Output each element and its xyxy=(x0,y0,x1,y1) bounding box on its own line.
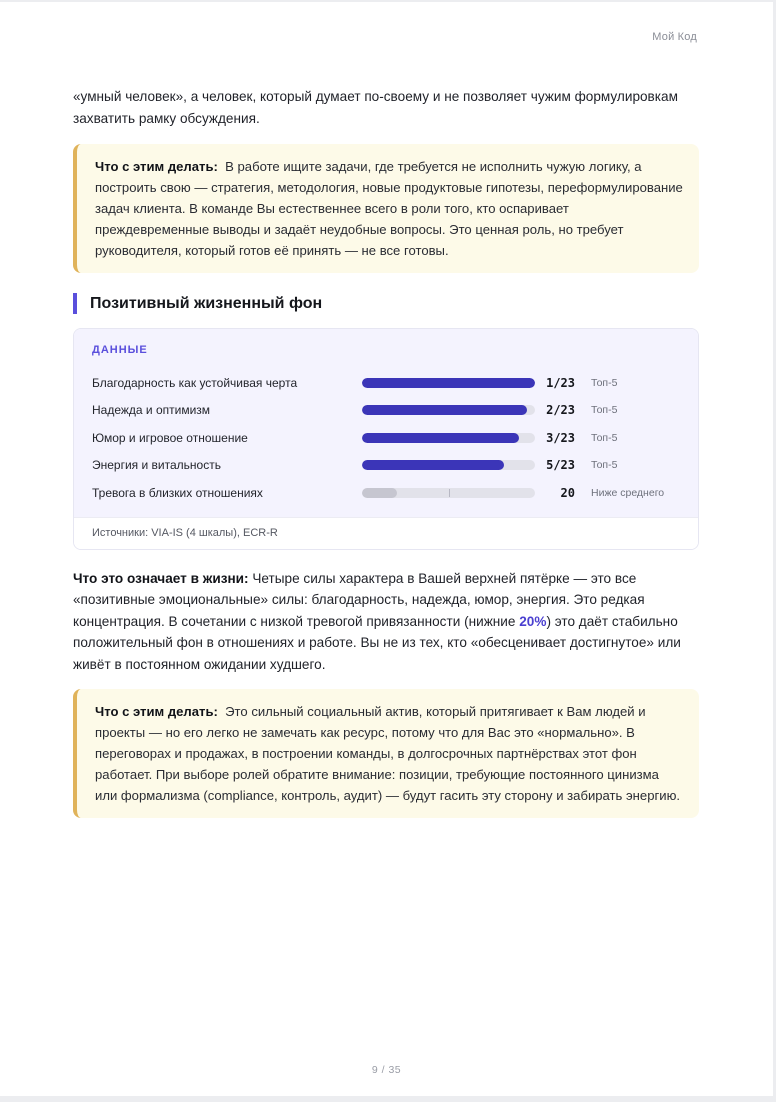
data-row-label: Надежда и оптимизм xyxy=(92,403,211,418)
data-row-value: 3/23 xyxy=(546,430,575,445)
data-row-label: Благодарность как устойчивая черта xyxy=(92,375,298,390)
brand-label: Мой Код xyxy=(652,31,697,43)
document-page xyxy=(0,2,773,1096)
data-sources: Источники: VIA-IS (4 шкалы), ECR-R xyxy=(74,517,698,549)
data-row-bar xyxy=(362,488,535,498)
advice-callout xyxy=(73,689,699,818)
advice-callout xyxy=(73,144,699,273)
meaning-paragraph xyxy=(73,568,699,676)
data-row-label: Тревога в близких отношениях xyxy=(92,485,263,500)
page-content xyxy=(73,86,699,818)
data-row xyxy=(92,397,698,425)
data-row xyxy=(92,479,698,507)
callout-text: В работе ищите задачи, где требуется не исполнить чужую логику, а построить свою — стратегия, методология, новые продуктовые гипотезы, переформулирование задач клиента. В команде Вы естественнее всего в роли того, кто оспаривает преждевременные выводы и задаёт неудобные вопросы. Это ценная роль, но требует руководителя, который готов её принять — не все готовы. xyxy=(95,159,683,258)
data-row-note: Топ-5 xyxy=(591,404,618,417)
data-row-note: Топ-5 xyxy=(591,376,618,389)
data-rows xyxy=(92,369,698,507)
data-row-label: Энергия и витальность xyxy=(92,458,221,473)
data-card xyxy=(73,328,699,550)
data-row-bar-fill xyxy=(362,405,527,415)
data-row xyxy=(92,424,698,452)
data-row-note: Топ-5 xyxy=(591,459,618,472)
meaning-highlight: 20% xyxy=(519,613,547,629)
data-row-bar-fill xyxy=(362,378,535,388)
page-number: 9 / 35 xyxy=(371,1064,402,1076)
callout-label: Что с этим делать: xyxy=(95,704,218,719)
data-row-bar-fill xyxy=(362,488,397,498)
data-row-bar xyxy=(362,433,535,443)
data-row-label: Юмор и игровое отношение xyxy=(92,430,248,445)
data-row-value: 1/23 xyxy=(546,375,575,390)
data-row-bar-fill xyxy=(362,460,504,470)
data-card-body xyxy=(74,329,698,517)
data-row xyxy=(92,452,698,480)
data-row-bar xyxy=(362,460,535,470)
data-row-bar-midline xyxy=(449,489,450,497)
callout-label: Что с этим делать: xyxy=(95,159,218,174)
data-row-value: 2/23 xyxy=(546,403,575,418)
data-row xyxy=(92,369,698,397)
callout-text: Это сильный социальный актив, который притягивает к Вам людей и проекты — но его легко не замечать как ресурс, потому что для Вас это «нормально». В переговорах и продажах, в построении команды, в долгосрочных партнёрствах этот фон работает. При выборе ролей обратите внимание: позиции, требующие постоянного цинизма или формализма (compliance, контроль, аудит) — будут гасить эту сторону и забирать энергию. xyxy=(95,704,681,803)
section-title: Позитивный жизненный фон xyxy=(73,293,699,314)
data-row-bar xyxy=(362,405,535,415)
data-row-value: 5/23 xyxy=(546,458,575,473)
meaning-label: Что это означает в жизни: xyxy=(73,570,249,586)
data-card-header: ДАННЫЕ xyxy=(92,344,148,356)
intro-paragraph: «умный человек», а человек, который думает по-своему и не позволяет чужим формулировкам захватить рамку обсуждения. xyxy=(73,89,678,126)
data-row-note: Ниже среднего xyxy=(591,486,665,499)
data-row-bar xyxy=(362,378,535,388)
meaning-text-after: ) это даёт стабильно положительный фон в отношениях и работе. Вы не из тех, кто «обесценивает достигнутое» или живёт в постоянном ожидании худшего. xyxy=(73,613,681,672)
data-row-bar-fill xyxy=(362,433,519,443)
data-row-value: 20 xyxy=(560,485,575,500)
meaning-text-before: Четыре силы характера в Вашей верхней пятёрке — это все «позитивные эмоциональные» силы: благодарность, надежда, юмор, энергия. Это редкая концентрация. В сочетании с низкой тревогой привязанности (нижние xyxy=(73,570,645,629)
data-row-note: Топ-5 xyxy=(591,431,618,444)
